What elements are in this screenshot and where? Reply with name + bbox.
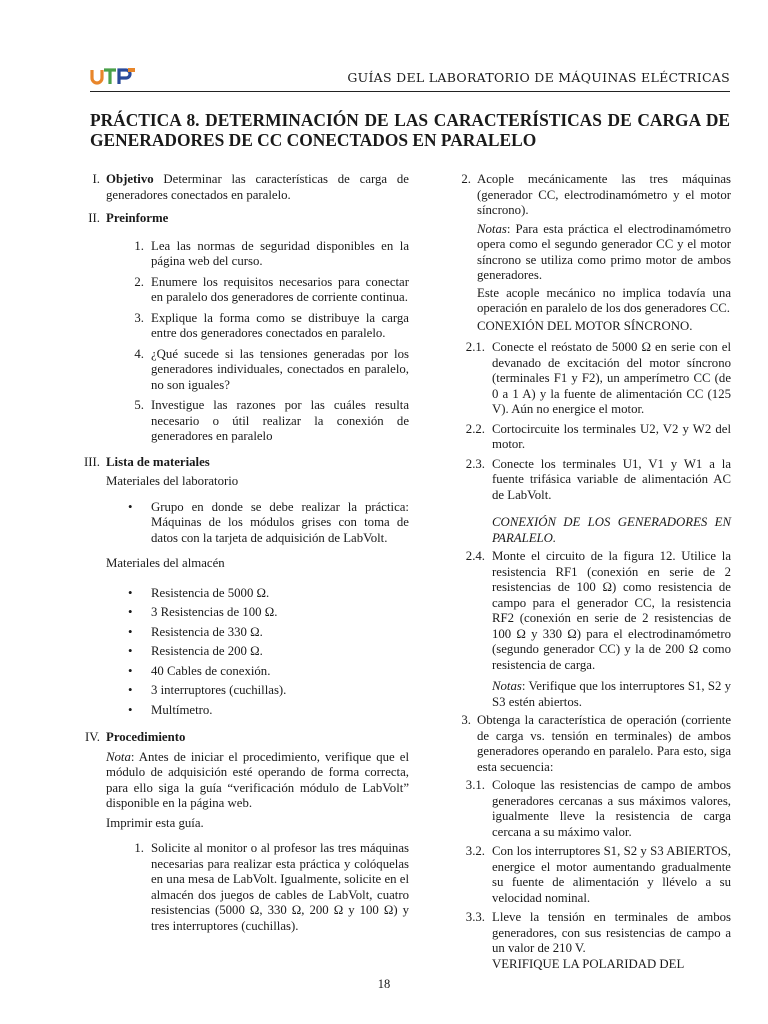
list-item: 4. ¿Qué sucede si las tensiones generadas por los generadores individuales, conectados en paralelo, no son iguales? (134, 346, 409, 392)
notas-1: Notas: Para esta práctica el electrodinamómetro opera como el segundo generador CC y el motor síncrono se utiliza como primo motor de ambos generadores. (477, 221, 731, 282)
left-column (84, 172, 409, 939)
list-item: • 3 interruptores (cuchillas). (128, 683, 287, 697)
list-item: • Resistencia de 330 Ω. (128, 624, 263, 639)
lab-materials-list (106, 500, 409, 547)
utp-logo (90, 67, 136, 87)
conexion-generadores-heading: CONEXIÓN DE LOS GENERADORES EN PARALELO. (492, 515, 731, 545)
list-item: • Grupo en donde se debe realizar la práctica: Máquinas de los módulos grises con toma de datos con la tarjeta de adquisición de LabVolt. (128, 499, 409, 545)
materiales-lab-label: Materiales del laboratorio (106, 474, 239, 488)
page-number: 18 (377, 977, 391, 991)
list-item: 2.3. Conecte los terminales U1, V1 y W1 a la fuente trifásica variable de alimentación AC de LabVolt. (465, 456, 731, 502)
list-item: 1. Solicite al monitor o al profesor las tres máquinas necesarias para realizar esta práctica y colóquelas en una mesa de LabVolt. Igualmente, solicite en el almacén dos juegos de cables de LabVolt, cuatro resistencias (5000 Ω, 330 Ω, 200 Ω y 100 Ω) y tres interruptores (cuchillas). (134, 841, 409, 933)
materiales-almacen-label: Materiales del almacén (106, 556, 225, 570)
conexion-motor-heading: CONEXIÓN DEL MOTOR SÍNCRONO. (477, 318, 693, 333)
section-number: III. (84, 454, 100, 469)
right-column (449, 172, 731, 975)
list-item: 3. Obtenga la característica de operación (corriente de carga vs. tensión en terminales) de ambos generadores operando en paralelo. Para esto, siga esta secuencia: (461, 713, 731, 774)
procedimiento-nota: Nota: Antes de iniciar el procedimiento, verifique que el módulo de adquisición esté operando de forma correcta, para ello siga la guía “verificación módulo de LabVolt” disponible en la página web. (106, 749, 409, 810)
imprimir-text: Imprimir esta guía. (106, 815, 204, 830)
section-preinforme (88, 211, 409, 227)
section-heading: Objetivo (106, 172, 154, 186)
list-item: 3.3. Lleve la tensión en terminales de ambos generadores, con sus resistencias de campo a un valor de 210 V. (465, 910, 731, 955)
section-objetivo (92, 172, 409, 203)
procedimiento-list (106, 841, 409, 934)
section-materiales (84, 454, 409, 490)
notas-1-extra: Este acople mecánico no implica todavía una operación en paralelo de los dos generadores CC. (477, 285, 731, 315)
list-item: • Multímetro. (128, 702, 213, 717)
verifique-text: VERIFIQUE LA POLARIDAD DEL (492, 956, 685, 971)
almacen-materials-list (106, 586, 409, 719)
list-item: 3. Explique la forma como se distribuye la carga entre dos generadores conectados en paralelo. (134, 310, 409, 340)
section-number: II. (88, 211, 100, 225)
list-item: • 40 Cables de conexión. (128, 663, 271, 678)
list-item: • Resistencia de 200 Ω. (128, 644, 263, 658)
header-rule (90, 91, 730, 92)
practice-title: PRÁCTICA 8. DETERMINACIÓN DE LAS CARACTERÍSTICAS DE CARGA DE GENERADORES DE CC CONECTADOS EN PARALELO (90, 110, 730, 150)
list-item: 5. Investigue las razones por las cuáles resulta necesario o útil realizar la conexión de generadores en paralelo (134, 398, 409, 443)
section-procedimiento (84, 730, 409, 831)
section-heading: Preinforme (106, 211, 169, 225)
preinforme-list (106, 239, 409, 445)
list-item: • 3 Resistencias de 100 Ω. (128, 605, 278, 619)
section-number: IV. (84, 730, 100, 744)
list-item: 2.4. Monte el circuito de la figura 12. Utilice la resistencia RF1 (conexión en serie de 2 resistencias de 100 Ω) como resistencia de campo para el generador CC, la resistencia RF2 (conexión en serie de 2 resistencias de 100 Ω y 330 Ω) para el electrodinamómetro (segundo generador CC) y la de 200 Ω como resistencia de carga. (465, 549, 731, 672)
section-heading: Lista de materiales (106, 454, 210, 469)
list-item: 3.1. Coloque las resistencias de campo de ambos generadores cercanas a sus máximos valores, igualmente lleve la resistencia de carga cercana a su máximo valor. (465, 778, 731, 839)
section-number: I. (92, 172, 100, 186)
list-item: 2.1. Conecte el reóstato de 5000 Ω en serie con el devanado de excitación del motor síncrono (terminales F1 y F2), un amperímetro CC (de 0 a 1 A) y la fuente de alimentación CC (125 V). Aún no energice el motor. (465, 340, 731, 416)
list-item: 1. Lea las normas de seguridad disponibles en la página web del curso. (134, 238, 409, 268)
section-heading: Procedimiento (106, 730, 186, 744)
list-item: 2. Acople mecánicamente las tres máquinas (generador CC, electrodinamómetro y el motor síncrono). (461, 172, 731, 217)
objetivo-text: Determinar las características de carga de generadores conectados en paralelo. (106, 172, 409, 202)
header-title: GUÍAS DEL LABORATORIO DE MÁQUINAS ELÉCTRICAS (347, 70, 730, 85)
list-item: 2.2. Cortocircuite los terminales U2, V2 y W2 del motor. (465, 421, 731, 451)
list-item: 2. Enumere los requisitos necesarios para conectar en paralelo dos generadores de corriente continua. (134, 274, 409, 304)
list-item: 3.2. Con los interruptores S1, S2 y S3 ABIERTOS, energice el motor aumentando gradualmente su fuente de alimentación y llévelo a su velocidad nominal. (465, 844, 731, 905)
list-item: • Resistencia de 5000 Ω. (128, 585, 270, 600)
notas-2: Notas: Verifique que los interruptores S1, S2 y S3 estén abiertos. (492, 679, 731, 709)
